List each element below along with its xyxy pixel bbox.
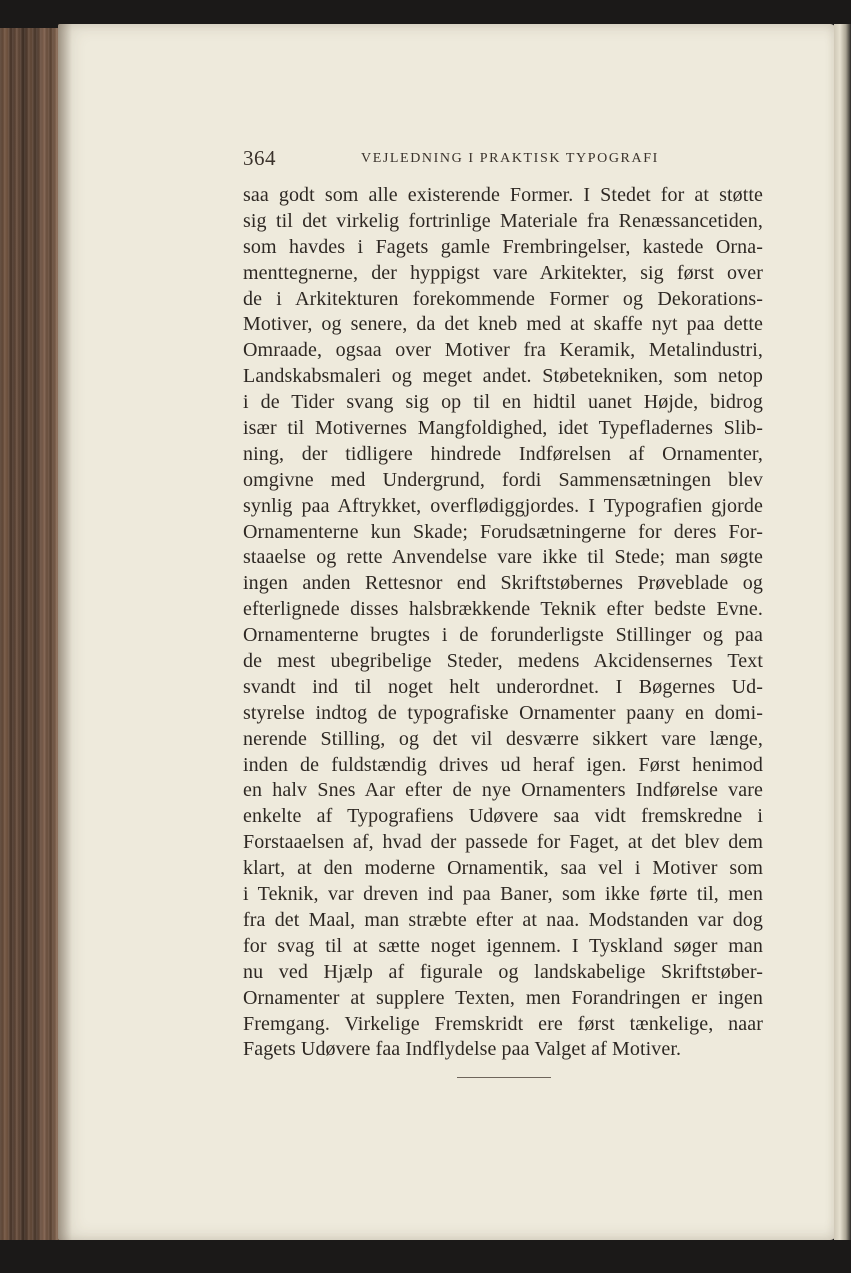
text-line: Motiver, og senere, da det kneb med at skaffe nyt paa dette [243,313,763,336]
body-text [243,183,763,1063]
text-line: i Teknik, var dreven ind paa Baner, som ikke førte til, men [243,883,763,906]
text-line: Omraade, ogsaa over Motiver fra Keramik, Metalindustri, [243,339,763,362]
text-line: som havdes i Fagets gamle Frembringelser, kastede Orna- [243,235,763,258]
text-line: ingen anden Rettesnor end Skriftstøbernes Prøveblade og [243,572,763,595]
text-line: staaelse og rette Anvendelse vare ikke til Stede; man søgte [243,546,763,569]
text-line: i de Tider svang sig op til en hidtil uanet Højde, bidrog [243,391,763,414]
text-line: fra det Maal, man stræbte efter at naa. Modstanden var dog [243,908,763,931]
page-edges [0,28,62,1240]
text-line: klart, at den moderne Ornamentik, saa vel i Motiver som [243,857,763,880]
text-line: enkelte af Typografiens Udøvere saa vidt fremskredne i [243,805,763,828]
text-line: især til Motivernes Mangfoldighed, idet Typefladernes Slib- [243,417,763,440]
text-line: Fremgang. Virkelige Fremskridt ere først tænkelige, naar [243,1012,763,1035]
page-header [243,146,763,172]
text-line: svandt ind til noget helt underordnet. I Bøgernes Ud- [243,675,763,698]
text-line: ning, der tidligere hindrede Indførelsen af Ornamenter, [243,442,763,465]
text-line: Ornamenterne brugtes i de forunderligste Stillinger og paa [243,624,763,647]
text-line: nerende Stilling, og det vil desværre sikkert vare længe, [243,727,763,750]
right-page-edge [834,24,851,1240]
text-line: inden de fuldstændig drives ud heraf igen. Først henimod [243,753,763,776]
text-line: synlig paa Aftrykket, overflødiggjordes. I Typografien gjorde [243,494,763,517]
text-line: Fagets Udøvere faa Indflydelse paa Valget af Motiver. [243,1038,682,1061]
text-line: sig til det virkelig fortrinlige Materiale fra Renæssancetiden, [243,209,763,232]
page-number: 364 [243,146,276,170]
text-line: styrelse indtog de typografiske Ornamenter paany en domi- [243,701,763,724]
text-line: de i Arkitekturen forekommende Former og Dekorations- [243,287,763,310]
text-line: Landskabsmaleri og meget andet. Støbetekniken, som netop [243,365,763,388]
text-line: menttegnerne, der hyppigst vare Arkitekter, sig først over [243,261,763,284]
running-head: VEJLEDNING I PRAKTISK TYPOGRAFI [361,151,659,166]
text-line: for svag til at sætte noget igennem. I Tyskland søger man [243,934,763,957]
text-line: omgivne med Undergrund, fordi Sammensætningen blev [243,468,763,491]
text-line: efterlignede disses halsbrækkende Teknik efter bedste Evne. [243,598,763,621]
text-line: nu ved Hjælp af figurale og landskabelige Skriftstøber- [243,960,763,983]
text-line: en halv Snes Aar efter de nye Ornamenters Indførelse vare [243,779,763,802]
section-end-rule [457,1077,551,1078]
text-line: de mest ubegribelige Steder, medens Akcidensernes Text [243,650,763,673]
text-line: Forstaaelsen af, hvad der passede for Faget, at det blev dem [243,831,763,854]
text-line: Ornamenterne kun Skade; Forudsætningerne for deres For- [243,520,763,543]
text-line: Ornamenter at supplere Texten, men Forandringen er ingen [243,986,763,1009]
text-line: saa godt som alle existerende Former. I Stedet for at støtte [243,184,763,206]
